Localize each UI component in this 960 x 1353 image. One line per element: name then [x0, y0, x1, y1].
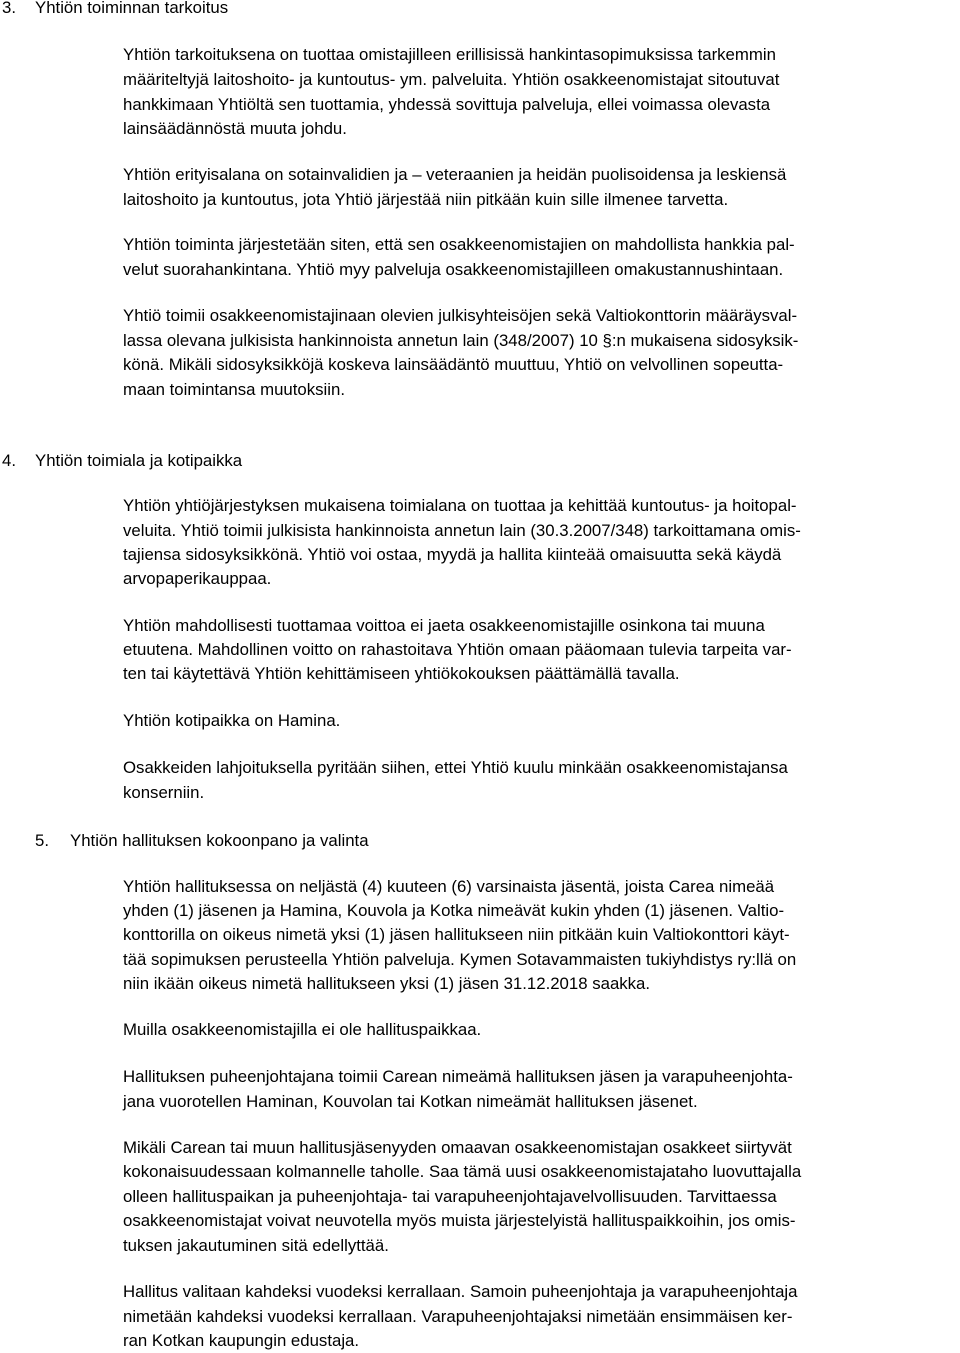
paragraph-line: Yhtiö toimii osakkeenomistajinaan olevien julkisyhteisöjen sekä Valtiokonttorin määräysval- [123, 306, 798, 325]
paragraph-line: nimetään kahdeksi vuodeksi kerrallaan. Varapuheenjohtajaksi nimetään ensimmäisen ker- [123, 1307, 793, 1326]
paragraph-line: Yhtiön kotipaikka on Hamina. [123, 711, 341, 730]
paragraph-line: Hallituksen puheenjohtajana toimii Carean nimeämä hallituksen jäsen ja varapuheenjohta- [123, 1067, 793, 1086]
paragraph-line: olleen hallituspaikan ja puheenjohtaja- tai varapuheenjohtajavelvollisuuden. Tarvittaessa [123, 1187, 777, 1206]
paragraph-line: Hallitus valitaan kahdeksi vuodeksi kerrallaan. Samoin puheenjohtaja ja varapuheenjohtaja [123, 1282, 798, 1301]
paragraph-line: konserniin. [123, 783, 205, 802]
paragraph-line: Yhtiön erityisalana on sotainvalidien ja – veteraanien ja heidän puolisoidensa ja leskiensä [123, 165, 787, 184]
section-heading: Yhtiön toimiala ja kotipaikka [35, 451, 243, 470]
paragraph-line: Yhtiön mahdollisesti tuottamaa voittoa ei jaeta osakkeenomistajille osinkona tai muuna [123, 616, 765, 635]
paragraph-line: jana vuorotellen Haminan, Kouvolan tai Kotkan nimeämät hallituksen jäsenet. [123, 1092, 698, 1111]
paragraph-line: Muilla osakkeenomistajilla ei ole hallituspaikkaa. [123, 1020, 482, 1039]
paragraph-line: etuutena. Mahdollinen voitto on rahastoitava Yhtiön omaan pääomaan tulevia tarpeita var- [123, 640, 792, 659]
paragraph-line: osakkeenomistajat voivat neuvotella myös muista järjestelyistä hallituspaikkoihin, jos omis- [123, 1211, 796, 1230]
paragraph-line: määriteltyjä laitoshoito- ja kuntoutus- ym. palveluita. Yhtiön osakkeenomistajat sitoutuvat [123, 70, 780, 89]
section-heading: Yhtiön toiminnan tarkoitus [35, 0, 229, 17]
paragraph-line: Yhtiön toiminta järjestetään siten, että sen osakkeenomistajien on mahdollista hankkia pal- [123, 235, 795, 254]
paragraph-line: hankkimaan Yhtiöltä sen tuottamia, yhdessä sovittuja palveluja, ellei voimassa olevasta [123, 95, 771, 114]
section-number: 5. [35, 831, 49, 850]
paragraph-line: lassa olevana julkisista hankinnoista annetun lain (348/2007) 10 §:n mukaisena sidosyksik- [123, 331, 799, 350]
paragraph-line: konttorilla on oikeus nimetä yksi (1) jäsen hallitukseen niin pitkään kuin Valtiokonttori käyt- [123, 925, 790, 944]
paragraph-line: Yhtiön hallituksessa on neljästä (4) kuuteen (6) varsinaista jäsentä, joista Carea nimeää [123, 877, 775, 896]
paragraph-line: laitoshoito ja kuntoutus, jota Yhtiö järjestää niin pitkään kuin sille ilmenee tarvetta. [123, 190, 729, 209]
paragraph-line: Mikäli Carean tai muun hallitusjäsenyyden omaavan osakkeenomistajan osakkeet siirtyvät [123, 1138, 792, 1157]
paragraph-line: kokonaisuudessaan kolmannelle taholle. Saa tämä uusi osakkeenomistajataho luovuttajalla [123, 1162, 802, 1181]
paragraph-line: arvopaperikauppaa. [123, 569, 272, 588]
paragraph-line: ran Kotkan kaupungin edustaja. [123, 1331, 360, 1350]
paragraph-line: Yhtiön yhtiöjärjestyksen mukaisena toimialana on tuottaa ja kehittää kuntoutus- ja hoitopal- [123, 496, 797, 515]
paragraph-line: könä. Mikäli sidosyksikköjä koskeva lainsäädäntö muuttuu, Yhtiö on velvollinen sopeutta- [123, 355, 784, 374]
section-number: 3. [2, 0, 16, 17]
paragraph-line: Yhtiön tarkoituksena on tuottaa omistajilleen erillisissä hankintasopimuksissa tarkemmin [123, 45, 776, 64]
paragraph-line: maan toimintansa muutoksiin. [123, 380, 345, 399]
paragraph-line: velut suorahankintana. Yhtiö myy palveluja osakkeenomistajilleen omakustannushintaan. [123, 260, 784, 279]
paragraph-line: Osakkeiden lahjoituksella pyritään siihen, ettei Yhtiö kuulu minkään osakkeenomistajansa [123, 758, 788, 777]
paragraph-line: niin ikään oikeus nimetä hallitukseen yksi (1) jäsen 31.12.2018 saakka. [123, 974, 651, 993]
paragraph-line: tää sopimuksen perusteella Yhtiön palveluja. Kymen Sotavammaisten tukiyhdistys ry:llä on [123, 950, 797, 969]
paragraph-line: ten tai käytettävä Yhtiön kehittämiseen yhtiökokouksen päättämällä tavalla. [123, 664, 680, 683]
paragraph-line: lainsäädännöstä muuta johdu. [123, 119, 347, 138]
paragraph-line: veluita. Yhtiö toimii julkisista hankinnoista annetun lain (30.3.2007/348) tarkoittamana omis- [123, 521, 801, 540]
paragraph-line: yhden (1) jäsenen ja Hamina, Kouvola ja Kotka nimeävät kukin yhden (1) jäsenen. Valtio- [123, 901, 785, 920]
section-number: 4. [2, 451, 16, 470]
paragraph-line: tajiensa sidosyksikkönä. Yhtiö voi ostaa, myydä ja hallita kiinteää omaisuutta sekä käydä [123, 545, 782, 564]
section-heading: Yhtiön hallituksen kokoonpano ja valinta [70, 831, 369, 850]
paragraph-line: tuksen jakautuminen sitä edellyttää. [123, 1236, 389, 1255]
